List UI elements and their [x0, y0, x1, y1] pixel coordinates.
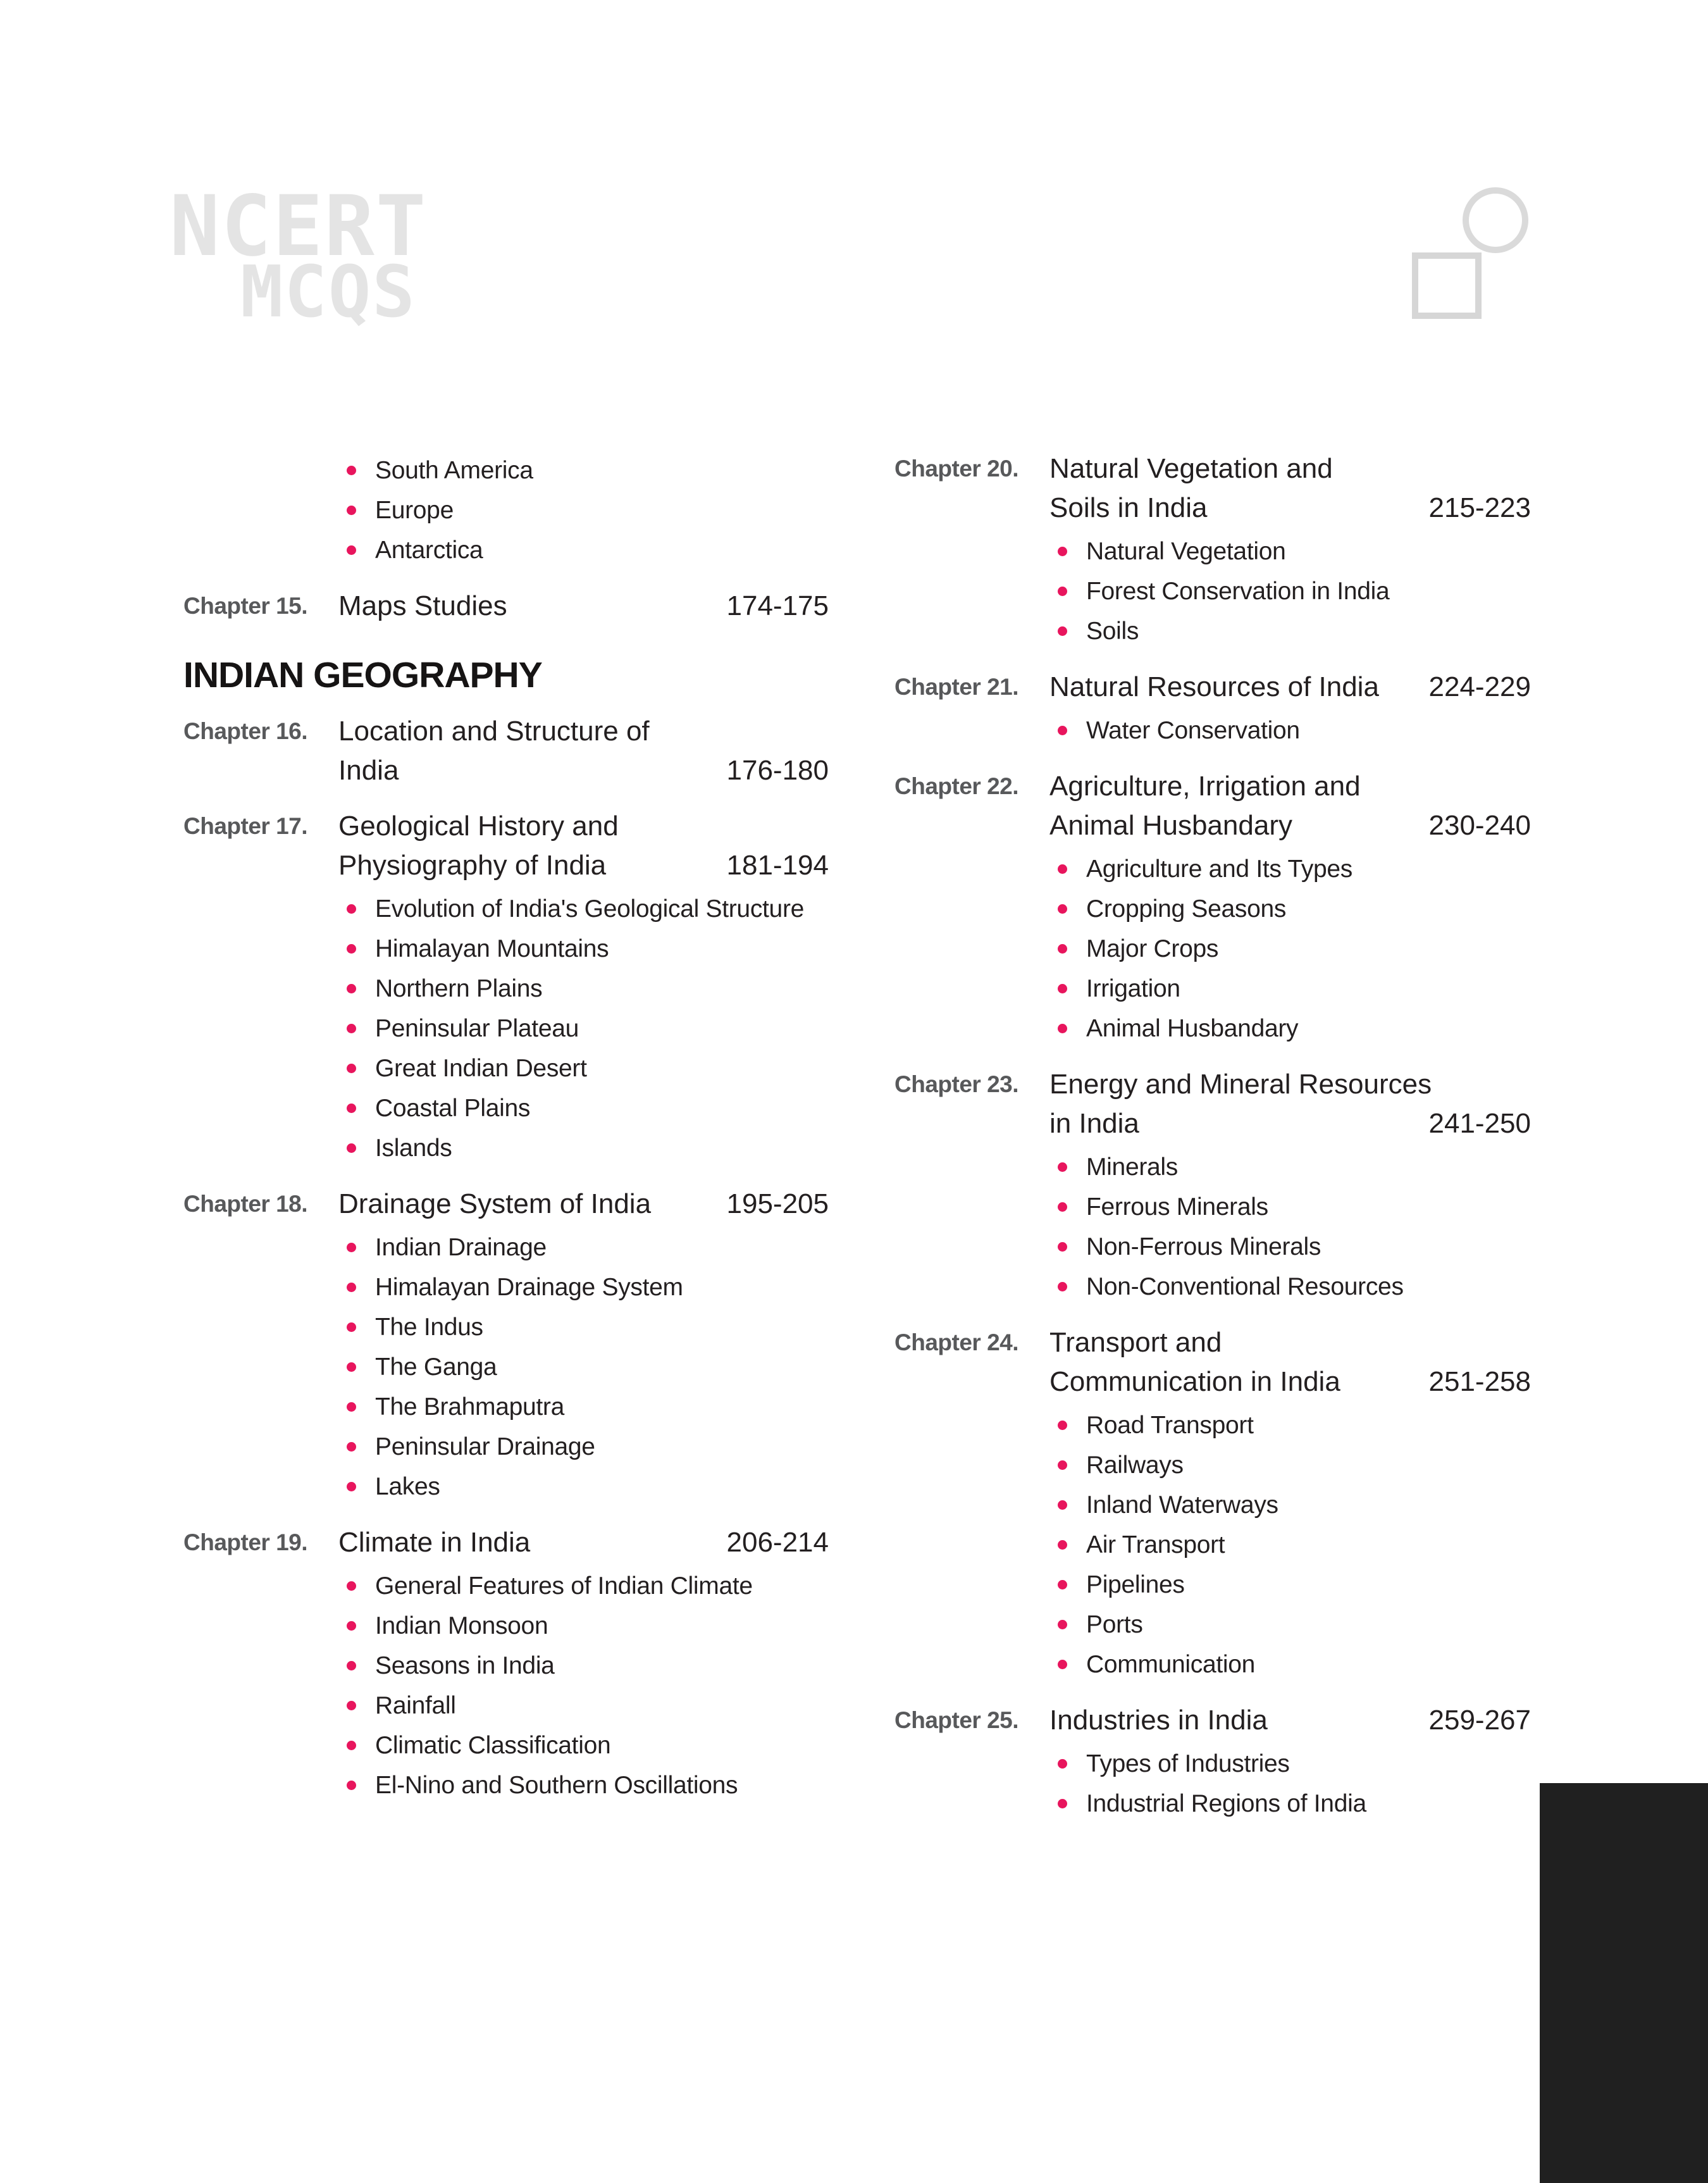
subtopic-label: Indian Drainage [375, 1234, 547, 1261]
chapter-number-label: Chapter 22. [894, 773, 1019, 799]
bullet-dot-icon [347, 984, 356, 993]
toc-entry-chapter-16 [183, 712, 829, 790]
chapter-number-label: Chapter 17. [183, 813, 308, 839]
chapter-number-label: Chapter 15. [183, 593, 308, 619]
bullet-dot-icon [347, 944, 356, 954]
toc-entry-chapter-22 [894, 767, 1531, 845]
bullet-dot-icon [347, 1701, 356, 1710]
bullet-dot-icon [1058, 984, 1067, 993]
bullet-dot-icon [1058, 1799, 1067, 1808]
subtopic-label: Coastal Plains [375, 1095, 531, 1122]
page-corner-bar [1540, 1783, 1708, 2183]
bullet-dot-icon [1058, 1421, 1067, 1430]
subtopic-label: Agriculture and Its Types [1086, 855, 1353, 883]
bullet-dot-icon [1058, 1202, 1067, 1212]
subtopic-label: Himalayan Drainage System [375, 1274, 683, 1301]
subtopic-item [347, 1009, 829, 1048]
bullet-dot-icon [1058, 944, 1067, 954]
subtopic-list-chapter-24 [894, 1402, 1531, 1684]
subtopic-label: Major Crops [1086, 935, 1219, 962]
bullet-dot-icon [1058, 904, 1067, 914]
subtopic-list-chapter-23 [894, 1143, 1531, 1307]
bullet-dot-icon [347, 1482, 356, 1491]
subtopic-list-chapter-17 [183, 885, 829, 1168]
subtopic-label: Road Transport [1086, 1412, 1254, 1439]
subtopic-item [1058, 1187, 1531, 1227]
subtopic-label: Evolution of India's Geological Structure [375, 895, 805, 923]
chapter-title: Agriculture, Irrigation and [1049, 771, 1361, 802]
bullet-dot-icon [1058, 1759, 1067, 1769]
toc-column-left [183, 443, 829, 1805]
subtopic-label: Peninsular Drainage [375, 1433, 595, 1460]
subtopic-item [1058, 1485, 1531, 1525]
toc-entry-chapter-24 [894, 1323, 1531, 1402]
subtopic-label: General Features of Indian Climate [375, 1572, 753, 1600]
subtopic-item [347, 1686, 829, 1726]
square-shape-icon [1412, 252, 1482, 319]
bullet-dot-icon [347, 1024, 356, 1033]
toc-entry-chapter-18 [183, 1185, 829, 1224]
subtopic-item [347, 1427, 829, 1467]
subtopic-label: Peninsular Plateau [375, 1015, 579, 1042]
subtopic-item [1058, 532, 1531, 571]
bullet-dot-icon [1058, 864, 1067, 874]
subtopic-item [347, 1566, 829, 1606]
bullet-dot-icon [347, 466, 356, 475]
chapter-page-range: 259-267 [1428, 1705, 1531, 1736]
subtopic-item [1058, 1009, 1531, 1048]
bullet-dot-icon [347, 1143, 356, 1153]
chapter-page-range: 230-240 [1428, 810, 1531, 841]
subtopic-item [1058, 571, 1531, 611]
subtopic-item [347, 451, 829, 490]
subtopic-item [347, 889, 829, 929]
subtopic-label: Animal Husbandary [1086, 1015, 1299, 1042]
subtopic-label: Irrigation [1086, 975, 1180, 1002]
bullet-dot-icon [347, 1741, 356, 1750]
subtopic-label: Minerals [1086, 1154, 1178, 1181]
subtopic-list-chapter-21 [894, 707, 1531, 750]
subtopic-item [347, 969, 829, 1009]
section-heading-indian-geography: INDIAN GEOGRAPHY [183, 655, 542, 695]
subtopic-item [347, 1606, 829, 1646]
subtopic-label: Communication [1086, 1651, 1256, 1678]
subtopic-label: Himalayan Mountains [375, 935, 609, 962]
subtopic-label: Europe [375, 497, 454, 524]
subtopic-label: Railways [1086, 1452, 1184, 1479]
chapter-number-label: Chapter 19. [183, 1529, 308, 1555]
chapter-number-label: Chapter 20. [894, 456, 1019, 482]
subtopic-label: Natural Vegetation [1086, 538, 1286, 565]
chapter-number-label: Chapter 18. [183, 1191, 308, 1217]
subtopic-label: Antarctica [375, 537, 483, 564]
subtopic-label: South America [375, 457, 533, 484]
subtopic-label: Great Indian Desert [375, 1055, 587, 1082]
chapter-page-range: 174-175 [726, 590, 829, 621]
chapter-title: in India [1049, 1108, 1139, 1139]
chapter-title: Drainage System of India [338, 1188, 652, 1219]
subtopic-label: El-Nino and Southern Oscillations [375, 1772, 738, 1799]
subtopic-label: Lakes [375, 1473, 440, 1500]
subtopic-item [1058, 1147, 1531, 1187]
chapter-title: Soils in India [1049, 492, 1208, 523]
subtopic-label: Water Conservation [1086, 717, 1300, 744]
subtopic-label: Ports [1086, 1611, 1143, 1638]
subtopic-item [1058, 1744, 1531, 1784]
chapter-title: Industries in India [1049, 1705, 1268, 1736]
bullet-dot-icon [347, 1283, 356, 1292]
subtopic-item [347, 929, 829, 969]
subtopic-label: Types of Industries [1086, 1750, 1290, 1777]
chapter-title: Natural Vegetation and [1049, 453, 1333, 484]
chapter-title: Communication in India [1049, 1366, 1340, 1397]
chapter-page-range: 241-250 [1428, 1108, 1531, 1139]
bullet-dot-icon [347, 1781, 356, 1790]
subtopic-item [1058, 1267, 1531, 1307]
chapter-title: Animal Husbandary [1049, 810, 1292, 841]
subtopic-item [1058, 929, 1531, 969]
bullet-dot-icon [347, 1442, 356, 1452]
subtopic-label: Air Transport [1086, 1531, 1225, 1558]
subtopic-item [1058, 1405, 1531, 1445]
subtopic-list-chapter-22 [894, 845, 1531, 1048]
bullet-dot-icon [347, 1243, 356, 1252]
chapter-number-label: Chapter 24. [894, 1329, 1019, 1355]
circle-shape-icon [1463, 187, 1528, 253]
bullet-dot-icon [347, 506, 356, 515]
toc-entry-chapter-25 [894, 1701, 1531, 1740]
chapter-page-range: 206-214 [726, 1527, 829, 1558]
chapter-number-label: Chapter 23. [894, 1071, 1019, 1097]
chapter-title: Climate in India [338, 1527, 531, 1558]
subtopic-label: Seasons in India [375, 1652, 555, 1679]
subtopic-label: Indian Monsoon [375, 1612, 548, 1639]
publisher-logo-watermark [170, 178, 428, 334]
bullet-dot-icon [1058, 1660, 1067, 1669]
subtopic-list-chapter-19 [183, 1562, 829, 1805]
subtopic-item [1058, 1784, 1531, 1824]
subtopic-label: Islands [375, 1135, 452, 1162]
bullet-dot-icon [347, 545, 356, 555]
toc-entry-chapter-19 [183, 1523, 829, 1562]
chapter-title: Physiography of India [338, 850, 607, 881]
toc-entry-chapter-20 [894, 449, 1531, 528]
subtopic-list-chapter-18 [183, 1224, 829, 1507]
subtopic-label: Industrial Regions of India [1086, 1790, 1366, 1817]
chapter-title: Location and Structure of [338, 716, 650, 747]
subtopic-item [347, 1048, 829, 1088]
subtopic-label: The Indus [375, 1314, 483, 1341]
subtopic-item [1058, 1227, 1531, 1267]
subtopic-list-chapter-25 [894, 1740, 1531, 1824]
subtopic-label: Cropping Seasons [1086, 895, 1287, 923]
chapter-number-label: Chapter 16. [183, 718, 308, 744]
chapter-title: Geological History and [338, 811, 619, 842]
bullet-dot-icon [347, 1322, 356, 1332]
subtopic-label: Forest Conservation in India [1086, 578, 1390, 605]
subtopic-item [1058, 1605, 1531, 1645]
subtopic-item [347, 1228, 829, 1267]
bullet-dot-icon [347, 1064, 356, 1073]
subtopic-item [1058, 1445, 1531, 1485]
subtopic-label: Soils [1086, 618, 1139, 645]
subtopic-item [347, 1646, 829, 1686]
bullet-dot-icon [1058, 547, 1067, 556]
subtopic-item [1058, 849, 1531, 889]
subtopic-label: Non-Ferrous Minerals [1086, 1233, 1321, 1260]
bullet-dot-icon [1058, 1540, 1067, 1550]
bullet-dot-icon [347, 1581, 356, 1591]
subtopic-item [347, 490, 829, 530]
subtopic-item [347, 530, 829, 570]
subtopic-item [347, 1387, 829, 1427]
subtopic-label: Ferrous Minerals [1086, 1193, 1268, 1221]
subtopic-item [347, 1765, 829, 1805]
subtopic-item [347, 1267, 829, 1307]
subtopic-label: The Brahmaputra [375, 1393, 564, 1421]
chapter-page-range: 195-205 [726, 1188, 829, 1219]
subtopic-item [1058, 1525, 1531, 1565]
subtopic-label: The Ganga [375, 1353, 497, 1381]
subtopic-item [1058, 969, 1531, 1009]
subtopic-label: Pipelines [1086, 1571, 1185, 1598]
chapter-page-range: 224-229 [1428, 671, 1531, 702]
subtopic-item [347, 1088, 829, 1128]
toc-entry-chapter-17 [183, 807, 829, 885]
chapter-page-range: 215-223 [1428, 492, 1531, 523]
bullet-dot-icon [347, 1621, 356, 1631]
bullet-dot-icon [1058, 1620, 1067, 1629]
toc-entry-chapter-15 [183, 587, 829, 626]
bullet-dot-icon [1058, 1580, 1067, 1589]
subtopic-item [347, 1307, 829, 1347]
subtopic-list-chapter-20 [894, 528, 1531, 651]
subtopic-label: Climatic Classification [375, 1732, 611, 1759]
logo-line-mcqs: MCQS [240, 251, 416, 334]
toc-entry-chapter-23 [894, 1065, 1531, 1143]
bullet-dot-icon [347, 904, 356, 914]
subtopic-item [1058, 711, 1531, 750]
bullet-dot-icon [1058, 1500, 1067, 1510]
subtopic-label: Non-Conventional Resources [1086, 1273, 1404, 1300]
subtopic-item [1058, 1565, 1531, 1605]
chapter-title: Energy and Mineral Resources [1049, 1069, 1432, 1100]
chapter-title: India [338, 755, 399, 786]
bullet-dot-icon [347, 1402, 356, 1412]
toc-column-right [894, 443, 1531, 1824]
chapter-title: Natural Resources of India [1049, 671, 1379, 702]
bullet-dot-icon [1058, 726, 1067, 735]
subtopic-item [347, 1726, 829, 1765]
chapter-page-range: 181-194 [726, 850, 829, 881]
subtopic-label: Northern Plains [375, 975, 543, 1002]
subtopic-label: Inland Waterways [1086, 1491, 1278, 1519]
bullet-dot-icon [1058, 1460, 1067, 1470]
chapter-title: Maps Studies [338, 590, 507, 621]
bullet-dot-icon [347, 1661, 356, 1670]
subtopic-item [1058, 1645, 1531, 1684]
chapter-title: Transport and [1049, 1327, 1222, 1358]
subtopic-item [347, 1467, 829, 1507]
bullet-dot-icon [1058, 587, 1067, 596]
chapter-page-range: 176-180 [726, 755, 829, 786]
bullet-dot-icon [1058, 1162, 1067, 1172]
chapter-number-label: Chapter 25. [894, 1707, 1019, 1733]
bullet-dot-icon [1058, 1242, 1067, 1252]
logo-line-ncert: NCERT [170, 178, 428, 275]
subtopic-label: Rainfall [375, 1692, 456, 1719]
bullet-dot-icon [1058, 626, 1067, 636]
toc-entry-chapter-21 [894, 668, 1531, 707]
subtopic-item [347, 1128, 829, 1168]
bullet-dot-icon [347, 1104, 356, 1113]
subtopic-item [1058, 611, 1531, 651]
bullet-dot-icon [1058, 1282, 1067, 1291]
subtopic-item [1058, 889, 1531, 929]
bullet-dot-icon [347, 1362, 356, 1372]
subtopic-item [347, 1347, 829, 1387]
bullet-dot-icon [1058, 1024, 1067, 1033]
chapter-number-label: Chapter 21. [894, 674, 1019, 700]
subtopic-list-continents [183, 449, 829, 570]
chapter-page-range: 251-258 [1428, 1366, 1531, 1397]
